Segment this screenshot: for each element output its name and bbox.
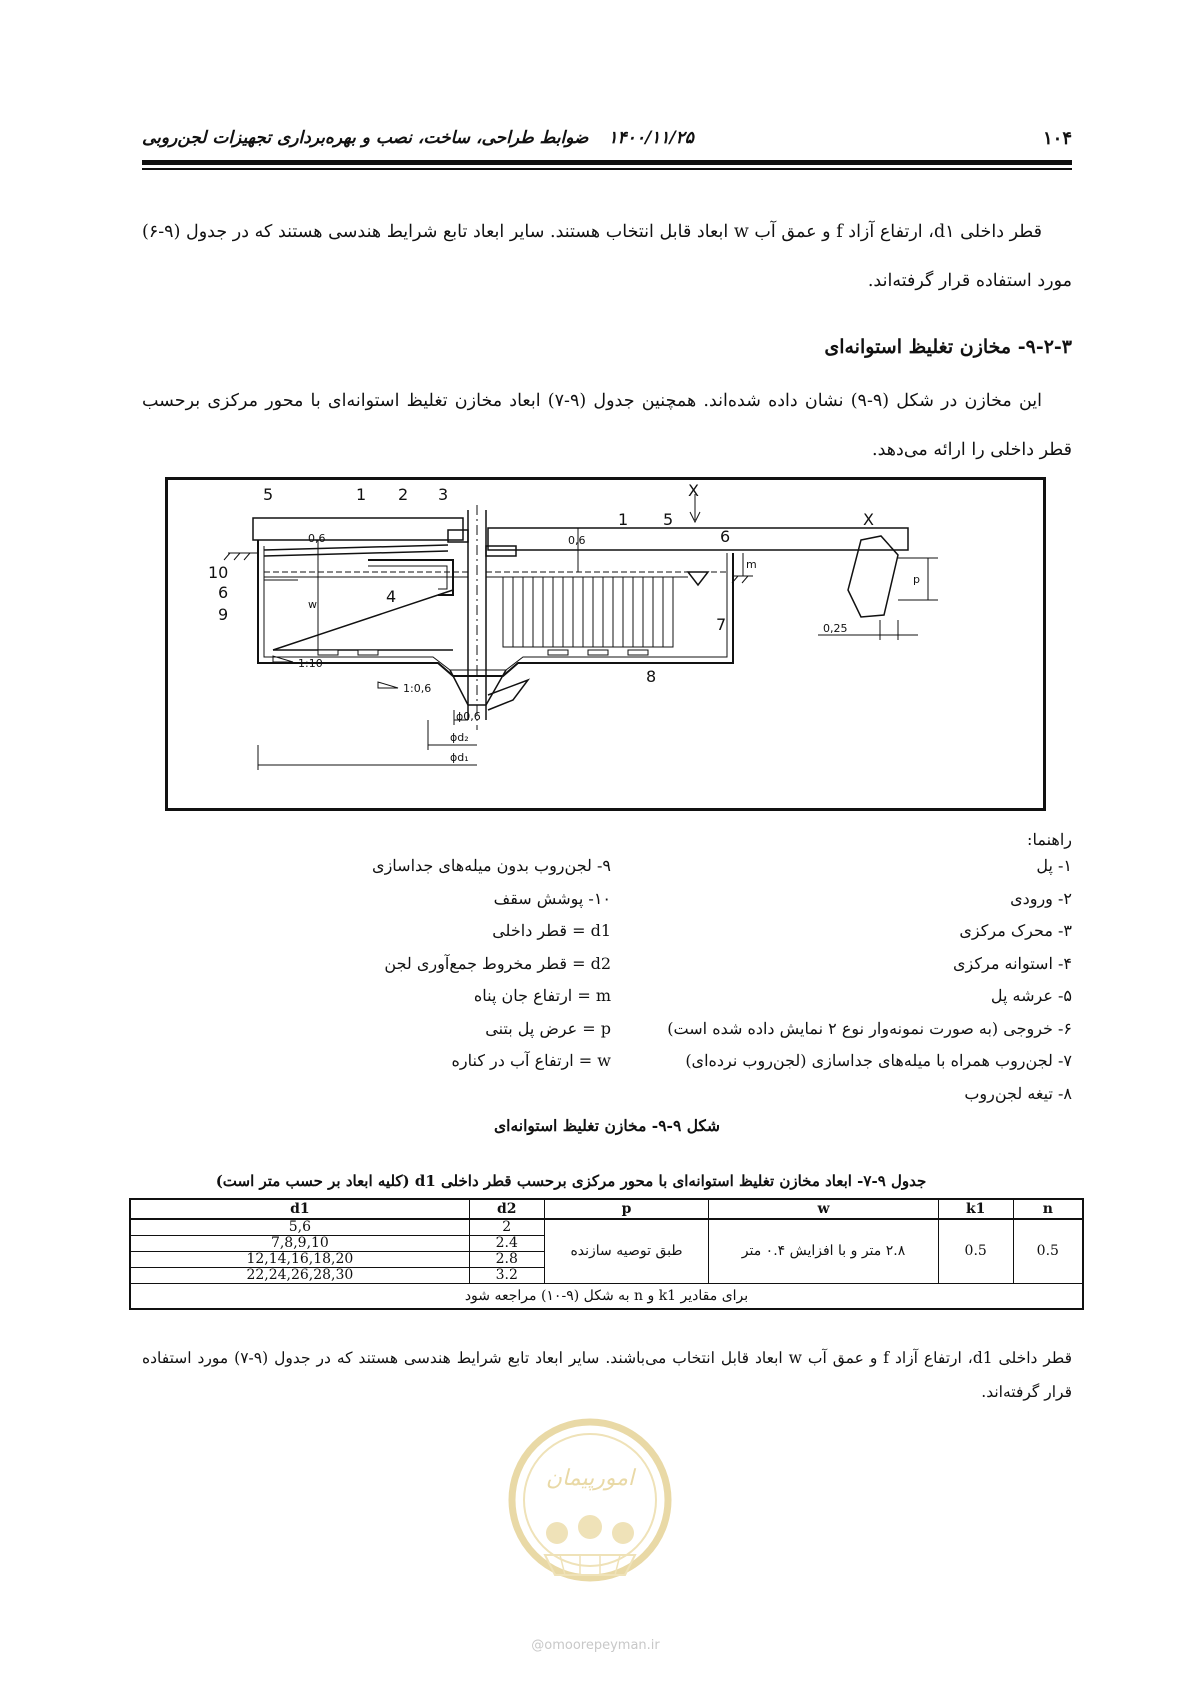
header-title: ضوابط طراحی، ساخت، نصب و بهره‌برداری تجهیزات لجن‌روبی: [142, 128, 589, 148]
table-footer-row: [130, 1284, 1083, 1310]
table-cell: 7,8,9,10: [130, 1236, 469, 1252]
dim-phid1: ϕd₁: [450, 751, 469, 764]
bridge-deck-left: [253, 518, 463, 540]
column-header: w: [709, 1199, 938, 1219]
part-number-label: 3: [438, 485, 449, 504]
legend-item: ۸- تیغه لجن‌روب: [964, 1083, 1072, 1103]
stamp-text: امورپیمان: [545, 1466, 635, 1491]
dimensions-table: [129, 1198, 1084, 1310]
table-cell-n: 0.5: [1013, 1219, 1083, 1284]
table-cell: 3.2: [469, 1268, 544, 1284]
part-number-label: 1: [618, 510, 629, 529]
website-watermark: @omoorepeyman.ir: [531, 1638, 660, 1653]
picket-scraper: [503, 577, 673, 647]
column-header: d2: [469, 1199, 544, 1219]
part-number-label: 5: [263, 485, 274, 504]
watermark-stamp-logo: [505, 1415, 675, 1593]
thickener-figure: [165, 477, 1046, 811]
dim-m: m: [746, 558, 757, 571]
part-number-label: 7: [716, 615, 727, 634]
part-number-label: 2: [398, 485, 409, 504]
part-number-label: 9: [218, 605, 229, 624]
intro-paragraph-text: قطر داخلی d۱، ارتفاع آزاد f و عمق آب w ابعاد قابل انتخاب هستند. سایر ابعاد تابع شرایط هندسی هستند که در جدول (۹-۶) مورد استفاده قرار گرفته‌اند.: [142, 222, 1072, 291]
legend-item: ۵- عرشه پل: [990, 986, 1072, 1005]
legend-item: ۳- محرک مرکزی: [959, 921, 1072, 940]
dim-water-depth: w: [308, 598, 317, 611]
section-paragraph: [142, 377, 1072, 475]
column-header: p: [544, 1199, 709, 1219]
bridge-deck-right: [488, 528, 908, 550]
header-date: ۱۴۰۰/۱۱/۲۵: [608, 128, 694, 148]
table-header-row: [130, 1199, 1083, 1219]
closing-paragraph: [142, 1341, 1072, 1409]
table-cell: 2: [469, 1219, 544, 1236]
legend-item: ۱۰- پوشش سقف: [493, 888, 611, 908]
header-rule-thin: [142, 168, 1072, 170]
legend-item: ۱- پل: [1036, 856, 1072, 875]
part-number-label: 6: [218, 583, 229, 602]
part-number-label: 4: [386, 587, 397, 606]
part-number-label: 8: [646, 667, 657, 686]
legend-right-column: [667, 850, 1072, 1110]
section-paragraph-text: این مخازن در شکل (۹-۹) نشان داده شده‌اند. همچنین جدول (۹-۷) ابعاد مخازن تغلیظ استوانه‌ای با محور مرکزی برحسب قطر داخلی را ارائه می‌دهد.: [142, 391, 1072, 460]
table-cell: 12,14,16,18,20: [130, 1252, 469, 1268]
table-cell-p: طبق توصیه سازنده: [544, 1219, 709, 1284]
legend-item: ۶- خروجی (به صورت نمونه‌وار نوع ۲ نمایش داده شده است): [667, 1018, 1072, 1038]
column-header: k1: [938, 1199, 1013, 1219]
dim-slope2: 1:0,6: [403, 682, 432, 695]
dim-freeboard-left: 0,6: [308, 532, 326, 545]
legend-item: ۷- لجن‌روب همراه با میله‌های جداسازی (لجن‌روب نرده‌ای): [685, 1051, 1072, 1070]
dim-phid2: ϕd₂: [450, 731, 469, 744]
table-cell: 22,24,26,28,30: [130, 1268, 469, 1284]
legend-item: d2 = قطر مخروط جمع‌آوری لجن: [384, 953, 611, 973]
dim-detail: 0,25: [823, 622, 848, 635]
table-cell: 2.8: [469, 1252, 544, 1268]
table-cell: 5,6: [130, 1219, 469, 1236]
legend-item: w = ارتفاع آب در کناره: [451, 1051, 611, 1070]
section-heading: ۹-۲-۳- مخازن تغلیظ استوانه‌ای: [824, 336, 1072, 358]
dim-phi06: ϕ0,6: [456, 710, 481, 723]
page-header: [142, 128, 1072, 154]
table-row: [130, 1219, 1083, 1236]
legend-item: ۹- لجن‌روب بدون میله‌های جداسازی: [372, 856, 611, 875]
header-title-line: [142, 128, 694, 148]
page-number: ۱۰۴: [1042, 128, 1072, 149]
legend-item: d1 = قطر داخلی: [492, 921, 611, 940]
part-number-label: 5: [663, 510, 674, 529]
table-cell: 2.4: [469, 1236, 544, 1252]
view-mark-x: X: [688, 481, 699, 500]
dim-freeboard-right: 0,6: [568, 534, 586, 547]
table-footer: برای مقادیر k1 و n به شکل (۹-۱۰) مراجعه شود: [130, 1284, 1083, 1310]
legend-item: ۴- استوانه مرکزی: [953, 953, 1072, 973]
dim-p: p: [913, 573, 920, 586]
part-number-label: 6: [720, 527, 731, 546]
table-cell-w: ۲.۸ متر و با افزایش ۰.۴ متر: [709, 1219, 938, 1284]
header-rule-thick: [142, 160, 1072, 165]
column-header: d1: [130, 1199, 469, 1219]
table-cell-k1: 0.5: [938, 1219, 1013, 1284]
legend-item: p = عرض پل بتنی: [485, 1018, 611, 1038]
thickener-drawing: [168, 480, 1043, 808]
column-header: n: [1013, 1199, 1083, 1219]
figure-caption: شکل ۹-۹- مخازن تغلیظ استوانه‌ای: [494, 1116, 720, 1135]
legend-item: m = ارتفاع جان پناه: [473, 986, 611, 1005]
legend-left-column: [372, 850, 611, 1078]
intro-paragraph: [142, 208, 1072, 306]
dim-slope1: 1:10: [298, 657, 323, 670]
legend-item: ۲- ورودی: [1010, 888, 1072, 908]
part-number-label: 10: [208, 563, 229, 582]
tank-outline: [258, 540, 733, 676]
table-caption: جدول ۹-۷- ابعاد مخازن تغلیظ استوانه‌ای با محور مرکزی برحسب قطر داخلی d1 (کلیه ابعاد بر حسب متر است): [215, 1172, 927, 1190]
part-number-label: 1: [356, 485, 367, 504]
detail-view: [848, 536, 898, 617]
closing-paragraph-text: قطر داخلی d1، ارتفاع آزاد f و عمق آب w ابعاد قابل انتخاب می‌باشند. سایر ابعاد تابع شرایط هندسی هستند که در جدول (۹-۷) مورد استفاده قرار گرفته‌اند.: [142, 1349, 1073, 1401]
detail-view-mark-x: X: [863, 510, 874, 529]
legend-title: راهنما:: [1027, 830, 1072, 849]
